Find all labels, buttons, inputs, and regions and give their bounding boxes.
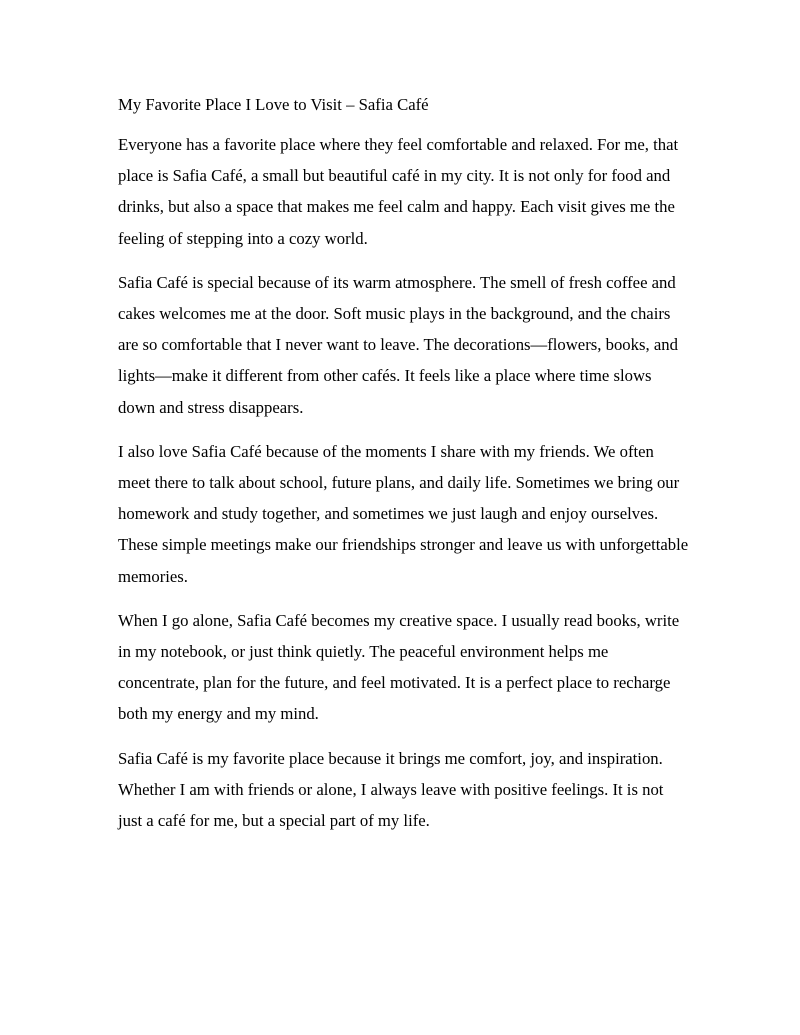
document-title: My Favorite Place I Love to Visit – Safia Café: [118, 95, 429, 114]
paragraph-alone: When I go alone, Safia Café becomes my creative space. I usually read books, write in my notebook, or just think quietly. The peaceful environment helps me concentrate, plan for the future, and feel motivated. It is a perfect place to recharge both my energy and my mind.: [118, 610, 680, 724]
document-body: [118, 94, 690, 849]
paragraph-conclusion: Safia Café is my favorite place because it brings me comfort, joy, and inspiration. Whether I am with friends or alone, I always leave with positive feelings. It is not just a café for me, but a special part of my life.: [118, 748, 664, 831]
paragraph-friends: I also love Safia Café because of the moments I share with my friends. We often meet there to talk about school, future plans, and daily life. Sometimes we bring our homework and study together, and sometimes we just laugh and enjoy ourselves. These simple meetings make our friendships stronger and leave us with unforgettable memories.: [118, 441, 689, 586]
paragraph-atmosphere: Safia Café is special because of its warm atmosphere. The smell of fresh coffee and cakes welcomes me at the door. Soft music plays in the background, and the chairs are so comfortable that I never want to leave. The decorations—flowers, books, and lights—make it different from other cafés. It feels like a place where time slows down and stress disappears.: [118, 272, 678, 417]
paragraph-intro: Everyone has a favorite place where they feel comfortable and relaxed. For me, that place is Safia Café, a small but beautiful café in my city. It is not only for food and drinks, but also a space that makes me feel calm and happy. Each visit gives me the feeling of stepping into a cozy world.: [118, 135, 679, 248]
